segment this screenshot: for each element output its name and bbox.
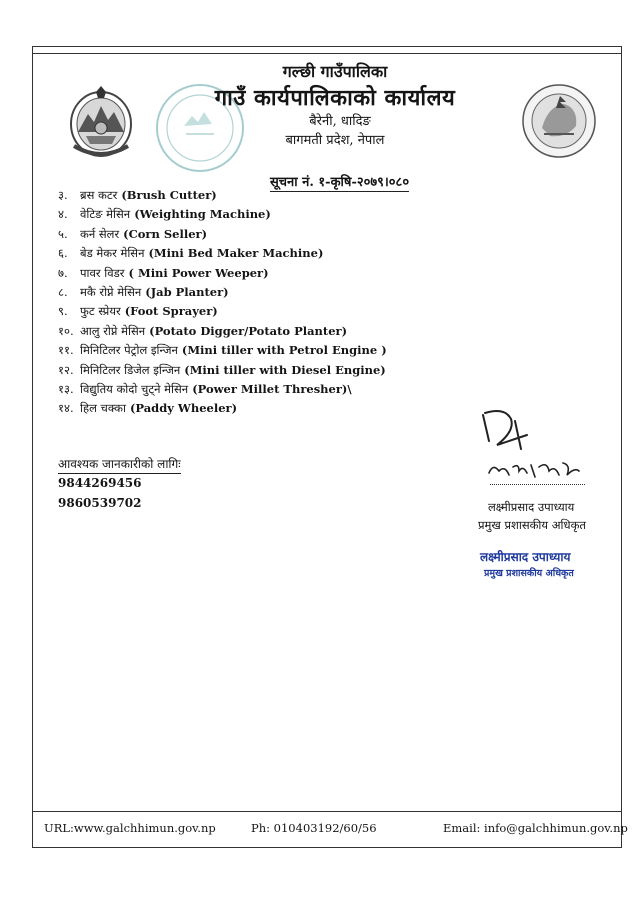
item-name-english: (Weighting Machine) [134, 207, 271, 222]
item-number: १४. [58, 401, 74, 416]
signer-title: प्रमुख प्रशासकीय अधिकृत [478, 518, 586, 532]
item-number: १२. [58, 362, 74, 377]
item-number: ३. [58, 188, 68, 202]
list-item [58, 283, 387, 302]
footer-rule [32, 811, 622, 812]
item-number: ४. [58, 207, 68, 222]
item-number: ११. [58, 343, 74, 358]
item-number: ७. [58, 265, 68, 280]
item-name-english: (Mini Bed Maker Machine) [148, 246, 324, 261]
item-name-nepali: हिल चक्का [80, 401, 126, 416]
address-line-1: बैरेनी, धादिङ [309, 114, 371, 129]
item-number: ६. [58, 246, 68, 261]
item-name-english: (Paddy Wheeler) [129, 401, 238, 416]
list-item [58, 361, 387, 380]
signature-line [490, 484, 585, 485]
title-stamp: प्रमुख प्रशासकीय अधिकृत [484, 568, 574, 579]
item-name-nepali: ब्रस कटर [80, 188, 118, 202]
nepal-emblem-icon [66, 84, 136, 160]
notice-number: सूचना नं. १-कृषि-२०७९।०८० [270, 172, 409, 192]
top-rule [32, 53, 622, 54]
item-name-english: (Jab Planter) [145, 284, 229, 299]
item-name-nepali: मिनिटिलर पेट्रोल इन्जिन [80, 343, 178, 358]
list-item [58, 264, 387, 283]
equipment-list [58, 186, 387, 419]
list-item [58, 399, 387, 418]
item-name-nepali: वेटिङ मेसिन [80, 207, 131, 222]
item-name-english: (Corn Seller) [123, 226, 208, 241]
municipality-name: गल्छी गाउँपालिका [282, 62, 388, 81]
municipality-logo-icon [520, 82, 598, 160]
list-item [58, 225, 387, 244]
item-number: ५. [58, 226, 68, 241]
item-number: १०. [58, 323, 74, 338]
item-number: १३. [58, 381, 74, 396]
item-number: ८. [58, 284, 68, 299]
item-name-nepali: आलु रोप्ने मेसिन [80, 323, 146, 338]
footer-email: Email: info@galchhimun.gov.np [443, 821, 628, 835]
list-item [58, 244, 387, 263]
list-item [58, 380, 387, 399]
signer-name: लक्ष्मीप्रसाद उपाध्याय [488, 500, 575, 514]
item-name-english: (Brush Cutter) [121, 188, 217, 202]
item-name-english: (Mini tiller with Diesel Engine) [184, 362, 386, 377]
item-name-nepali: पावर विडर [80, 265, 125, 280]
contact-phone-2: 9860539702 [58, 496, 142, 510]
name-stamp: लक्ष्मीप्रसाद उपाध्याय [480, 550, 571, 564]
item-name-nepali: फुट स्प्रेयर [80, 304, 121, 319]
footer-phone: Ph: 010403192/60/56 [251, 821, 377, 835]
item-number: ९. [58, 304, 68, 319]
item-name-english: (Foot Sprayer) [124, 304, 218, 319]
list-item [58, 322, 387, 341]
office-name: गाउँ कार्यपालिकाको कार्यालय [214, 85, 456, 111]
item-name-english: ( Mini Power Weeper) [128, 265, 269, 280]
footer-url: URL:www.galchhimun.gov.np [44, 821, 216, 835]
address-line-2: बागमती प्रदेश, नेपाल [285, 133, 385, 148]
item-name-nepali: कर्न सेलर [80, 226, 120, 241]
item-name-english: (Power Millet Thresher)\ [192, 381, 352, 396]
item-name-english: (Potato Digger/Potato Planter) [149, 323, 348, 338]
item-name-nepali: मिनिटिलर डिजेल इन्जिन [80, 362, 181, 377]
item-name-english: (Mini tiller with Petrol Engine ) [181, 343, 387, 358]
list-item [58, 186, 387, 205]
list-item [58, 205, 387, 224]
contact-label: आवश्यक जानकारीको लागिः [58, 455, 181, 474]
item-name-nepali: विद्युतिय कोदो चुट्ने मेसिन [80, 381, 189, 396]
contact-phone-1: 9844269456 [58, 476, 142, 490]
item-name-nepali: मकै रोप्ने मेसिन [80, 284, 142, 299]
list-item [58, 302, 387, 321]
list-item [58, 341, 387, 360]
item-name-nepali: बेड मेकर मेसिन [80, 246, 145, 261]
signature-icon [475, 405, 585, 487]
